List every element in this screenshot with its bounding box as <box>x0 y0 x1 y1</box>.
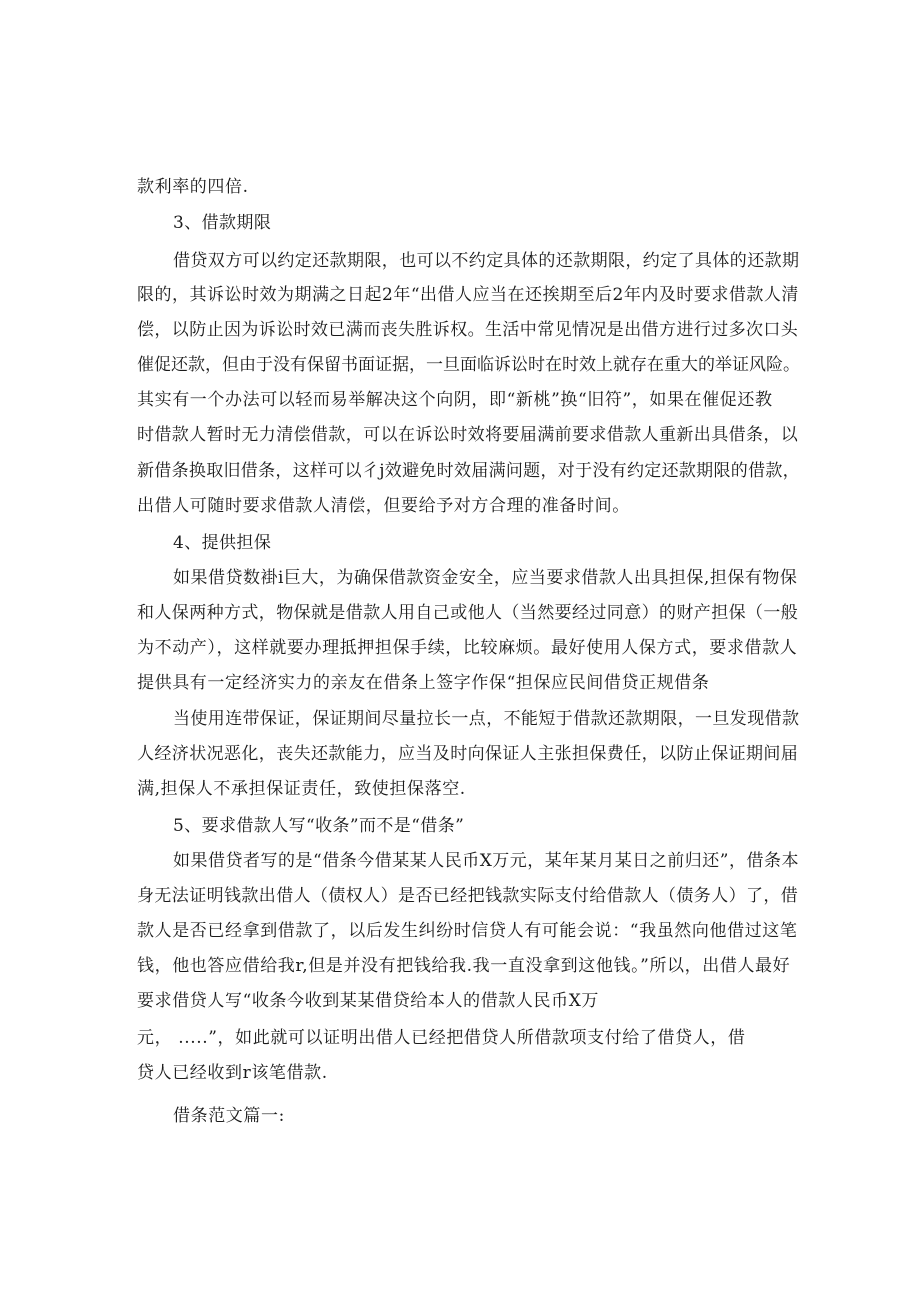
text-line: 新借条换取旧借条，这样可以彳j效避免时效届满问题，对于没有约定还款期限的借款， <box>137 461 800 481</box>
section-heading: 借条范文篇一: <box>173 1106 285 1126</box>
text-line: 其实有一个办法可以轻而易举解决这个向阴，即“新桃”换“旧符”，如果在催促还教 <box>137 390 773 410</box>
text-line: 如果借贷数褂i巨大，为确保借款资金安全，应当要求借款人出具担保,担保有物保 <box>173 568 798 588</box>
text-line: 要求借贷人写“收条今收到某某借贷给本人的借款人民币X万 <box>137 991 599 1011</box>
text-line: 和人保两种方式，物保就是借款人用自己或他人（当然要经过同意）的财产担保（一般 <box>137 603 799 623</box>
text-line: 如果借贷者写的是“借条今借某某人民币X万元，某年某月某日之前归还”，借条本 <box>173 851 799 871</box>
text-line: 限的，其诉讼时效为期满之日起2年“出借人应当在还挨期至后2年内及时要求借款人清 <box>137 285 799 305</box>
text-line: 人经济状况恶化，丧失还款能力，应当及时向保证人主张担保费任，以防止保证期间届 <box>137 744 799 764</box>
text-line: 催促还款，但由于没有保留书面证据，一旦面临诉讼时在时效上就存在重大的举证风险。 <box>137 355 800 375</box>
text-line: 为不动产），这样就要办理抵押担保手续，比较麻烦。最好使用人保方式，要求借款人 <box>137 638 798 658</box>
text-line: 提供具有一定经济实力的亲友在借条上签字作保“担保应民间借贷正规借条 <box>137 673 710 693</box>
section-heading: 3、借款期限 <box>173 213 272 233</box>
text-line: 贷人已经收到r该笔借款. <box>137 1063 328 1083</box>
text-line: 款利率的四倍. <box>137 177 249 197</box>
section-heading: 5、要求借款人写“收条”而不是“借条” <box>173 816 465 836</box>
text-line: 出借人可随时要求借款人清偿，但要给予对方合理的准备时间。 <box>137 496 630 516</box>
text-line: 款人是否已经拿到借款了，以后发生纠纷时信贷人有可能会说：“我虽然向他借过这笔 <box>137 921 798 941</box>
text-line: 满,担保人不承担保证责任，致使担保落空. <box>137 779 466 799</box>
text-line: 钱，他也答应借给我r,但是并没有把钱给我.我一直没拿到这他钱。”所以，出借人最好 <box>137 956 791 976</box>
text-line: 时借款人暂时无力清偿借款，可以在诉讼时效将要届满前要求借款人重新出具借条，以 <box>137 425 799 445</box>
text-line: 元， .....”，如此就可以证明出借人已经把借贷人所借款项支付给了借贷人，借 <box>137 1028 746 1048</box>
text-line: 借贷双方可以约定还款期限，也可以不约定具体的还款期限，约定了具体的还款期 <box>173 251 800 271</box>
text-line: 身无法证明钱款出借人（债权人）是否已经把钱款实际支付给借款人（债务人）了，借 <box>137 886 799 906</box>
text-line: 当使用连带保证，保证期间尽量拉长一点，不能短于借款还款期限，一旦发现借款 <box>173 709 800 729</box>
section-heading: 4、提供担保 <box>173 533 272 553</box>
text-line: 偿，以防止因为诉讼时效已满而丧失胜诉权。生活中常见情况是出借方进行过多次口头 <box>137 320 799 340</box>
